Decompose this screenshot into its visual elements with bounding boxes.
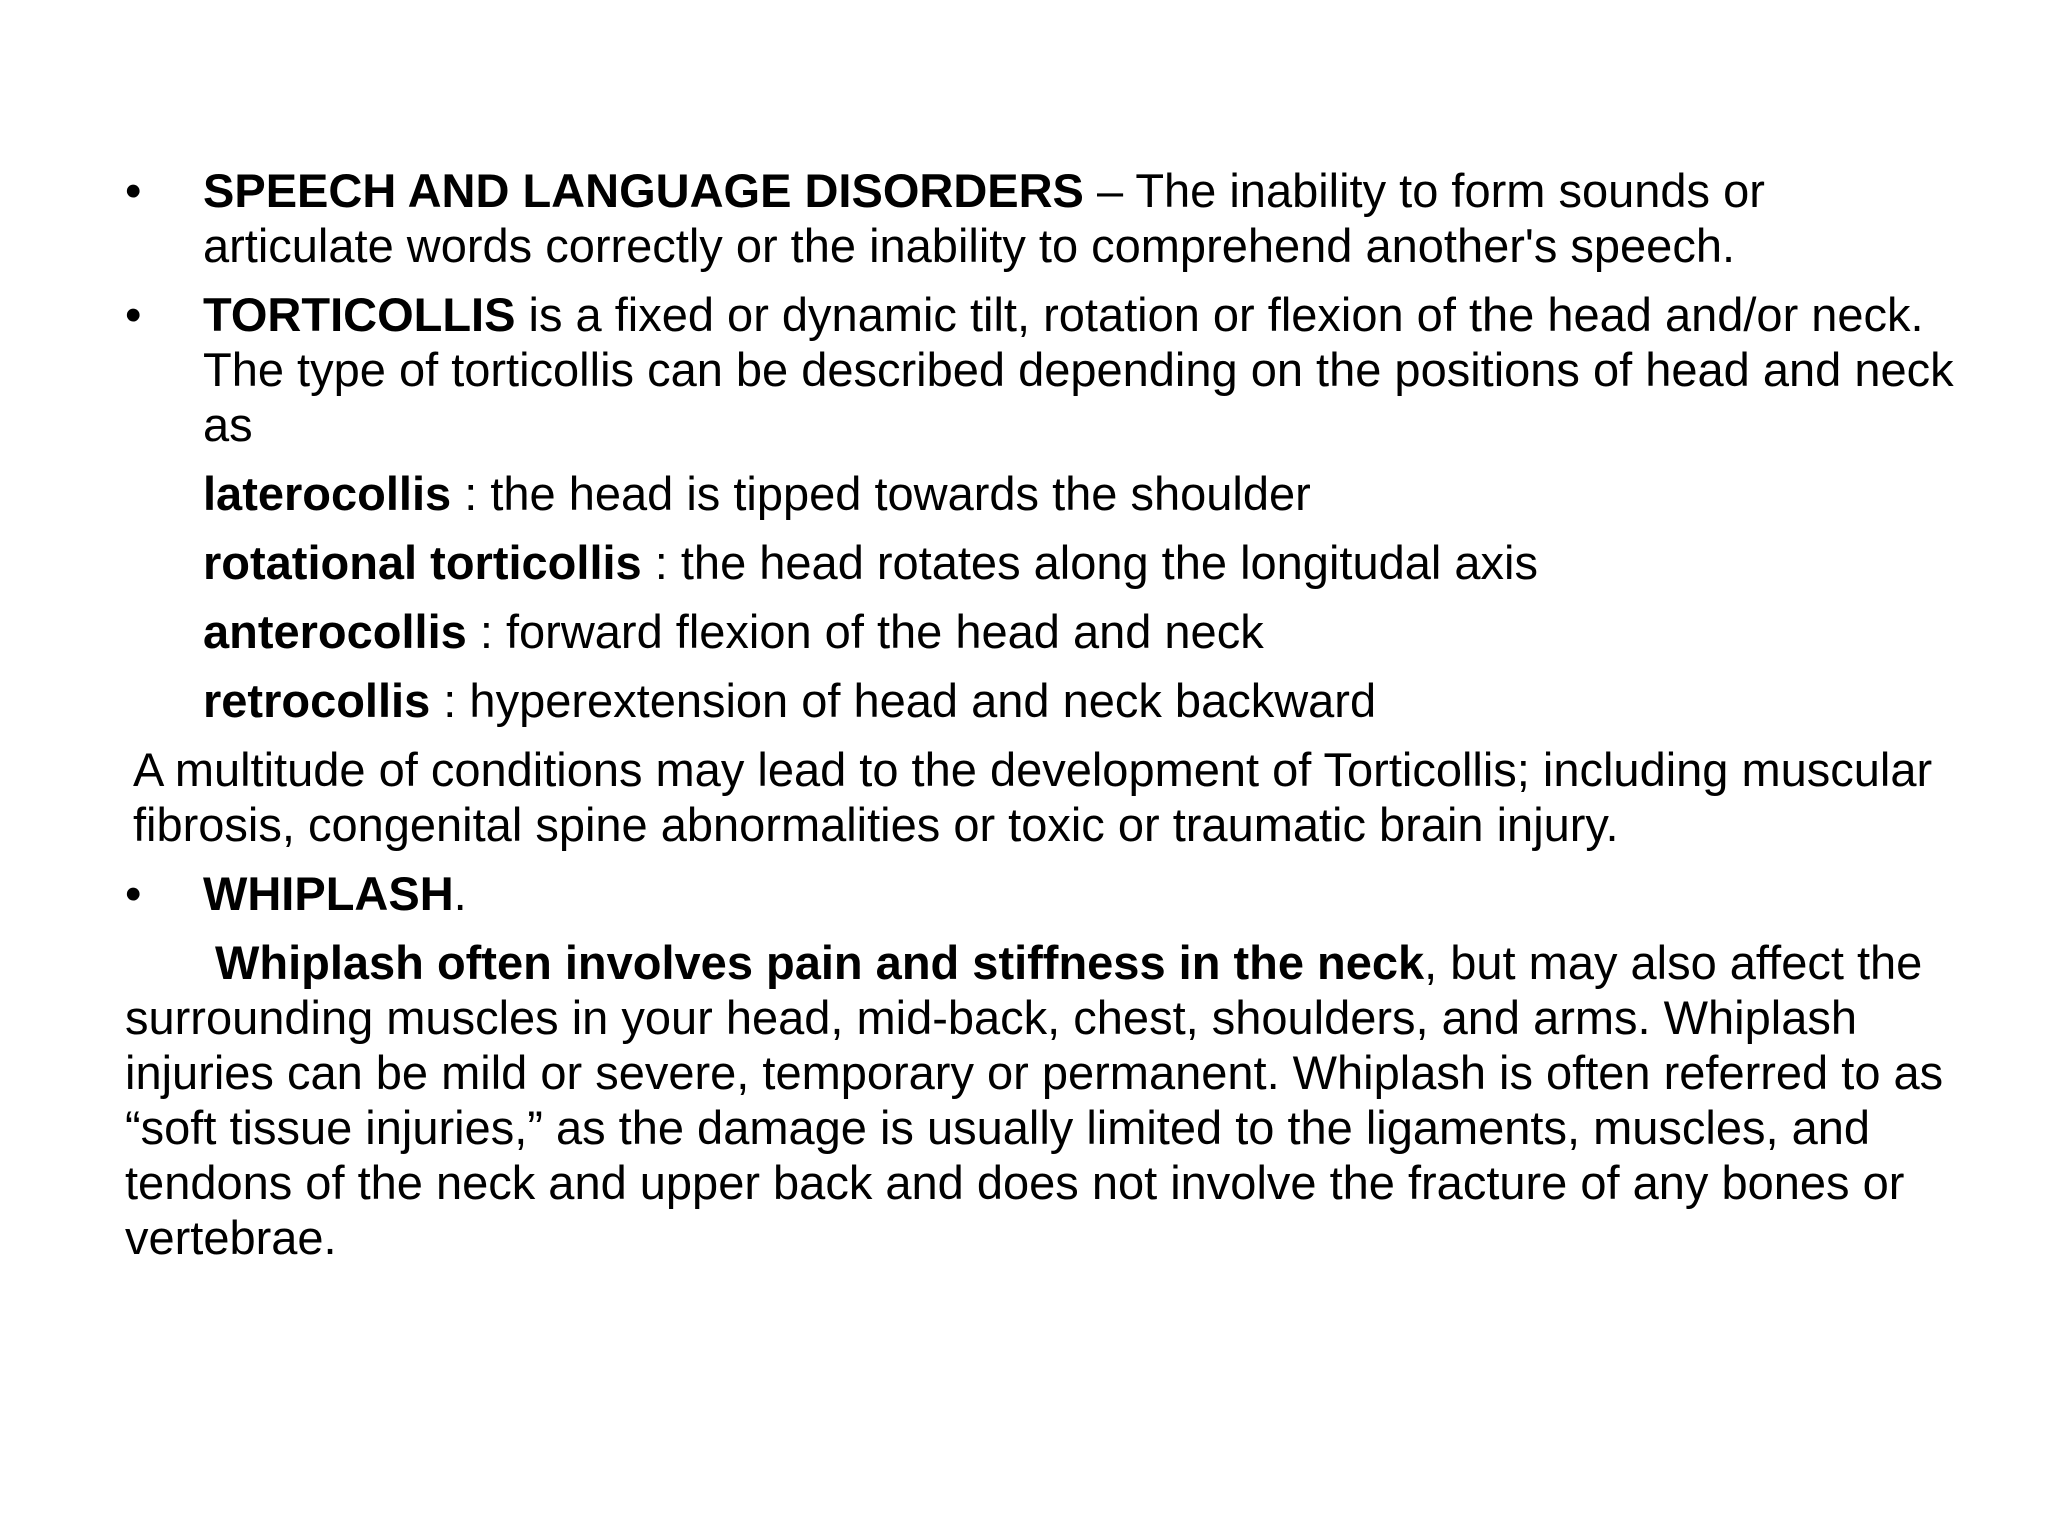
type-term: laterocollis — [203, 467, 452, 520]
torticollis-heading: TORTICOLLIS — [203, 288, 516, 341]
whiplash-description — [125, 935, 1965, 1265]
slide-body — [125, 163, 1965, 1279]
type-desc: : the head rotates along the longitudal axis — [641, 536, 1538, 589]
bullet-torticollis — [125, 287, 1965, 452]
speech-heading: SPEECH AND LANGUAGE DISORDERS — [203, 164, 1084, 217]
type-term: anterocollis — [203, 605, 467, 658]
torticollis-type — [125, 466, 1965, 521]
torticollis-text: is a fixed or dynamic tilt, rotation or flexion of the head and/or neck. The type of torticollis can be described depending on the positions of head and neck as — [203, 288, 1954, 451]
torticollis-type — [125, 535, 1965, 590]
speech-text: – The inability to form sounds or articulate words correctly or the inability to comprehend another's speech. — [203, 164, 1765, 272]
type-desc: : hyperextension of head and neck backward — [430, 674, 1377, 727]
torticollis-type — [125, 604, 1965, 659]
torticollis-type — [125, 673, 1965, 728]
bullet-speech-disorders — [125, 163, 1965, 273]
bullet-point-icon: • — [125, 288, 142, 341]
type-desc: : forward flexion of the head and neck — [466, 605, 1264, 658]
bullet-whiplash — [125, 866, 1965, 921]
bullet-point-icon: • — [125, 164, 142, 217]
whiplash-heading: WHIPLASH — [203, 867, 454, 920]
type-desc: : the head is tipped towards the shoulder — [451, 467, 1311, 520]
whiplash-lead: Whiplash often involves pain and stiffness in the neck — [215, 936, 1425, 989]
whiplash-text: , but may also affect the surrounding muscles in your head, mid-back, chest, shoulders, and arms. Whiplash injuries can be mild or severe, temporary or permanent. Whiplash is often referred to as “soft tissue injuries,” as the damage is usually limited to the ligaments, muscles, and tendons of the neck and upper back and does not involve the fracture of any bones or vertebrae. — [125, 936, 1944, 1264]
bullet-point-icon: • — [125, 867, 142, 920]
torticollis-causes: A multitude of conditions may lead to the development of Torticollis; including muscular fibrosis, congenital spine abnormalities or toxic or traumatic brain injury. — [133, 743, 1933, 851]
whiplash-heading-suffix: . — [453, 867, 467, 920]
type-term: rotational torticollis — [203, 536, 642, 589]
type-term: retrocollis — [203, 674, 431, 727]
